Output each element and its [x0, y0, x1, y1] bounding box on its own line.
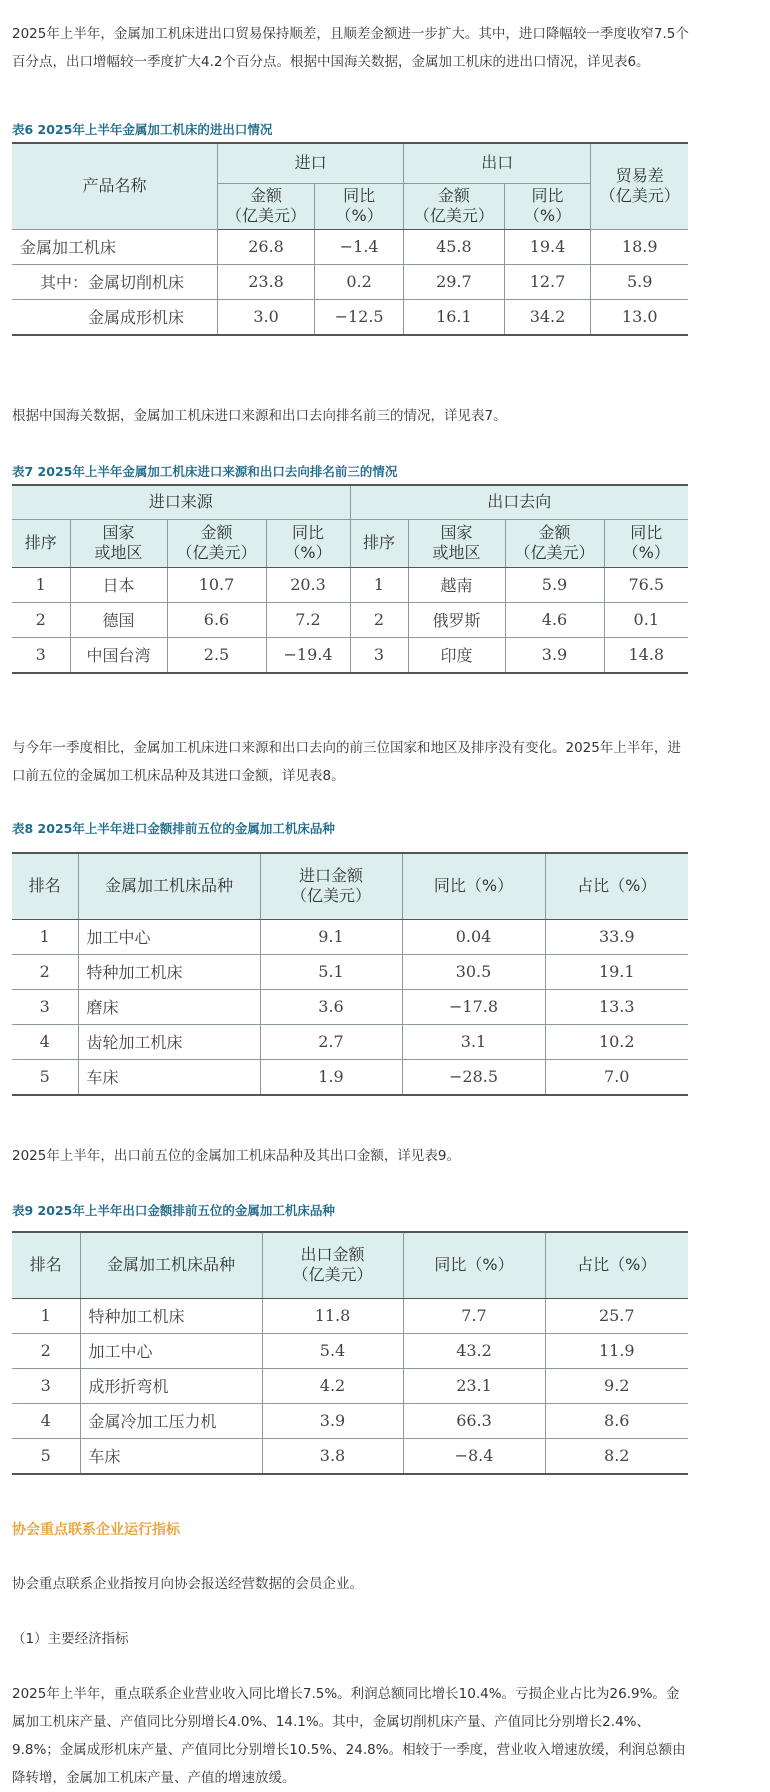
table6-cell-import-yoy: −1.4 [315, 229, 404, 264]
table-row [12, 1059, 688, 1095]
table7-cell-rank: 2 [12, 602, 70, 637]
table9-cell-amount: 3.9 [262, 1403, 403, 1438]
table9-cell-amount: 4.2 [262, 1368, 403, 1403]
table6-header-import-amount: 金额 （亿美元） [218, 183, 315, 229]
table7-cell-amount: 3.9 [505, 637, 604, 673]
table6-cell-export-yoy: 34.2 [504, 299, 591, 335]
table6-cell-name: 金属加工机床 [12, 229, 218, 264]
indicators-paragraph: 2025年上半年，重点联系企业营业收入同比增长7.5%。利润总额同比增长10.4%。亏损企业占比为26.9%。金属加工机床产量、产值同比分别增长4.0%、14.1%。其中，金属切削机床产量、产值同比分别增长2.4%、9.8%；金属成形机床产量、产值同比分别增长10.5%、24.8%。相较于一季度，营业收入增速放缓，利润总额由降转增，金属加工机床产量、产值的增速放缓。 [12, 1686, 686, 1786]
table8-cell-yoy: −17.8 [402, 989, 545, 1024]
table-row [12, 1403, 688, 1438]
table7-cell-yoy: 20.3 [266, 567, 350, 602]
table6-caption: 表6 2025年上半年金属加工机床的进出口情况 [12, 122, 273, 137]
table-row [12, 264, 688, 299]
table6-header-export-amount: 金额 （亿美元） [404, 183, 504, 229]
table6-header-export: 出口 [404, 143, 591, 183]
table7-cell-country: 印度 [408, 637, 505, 673]
table9-caption: 表9 2025年上半年出口金额排前五位的金属加工机床品种 [12, 1203, 335, 1218]
table7-cell-rank: 3 [350, 637, 408, 673]
table7-cell-rank: 1 [350, 567, 408, 602]
table9-cell-yoy: 43.2 [403, 1333, 545, 1368]
table9-cell-yoy: 66.3 [403, 1403, 545, 1438]
table6 [12, 142, 688, 336]
table7-cell-amount: 10.7 [167, 567, 266, 602]
table8-cell-share: 13.3 [545, 989, 688, 1024]
table9-cell-yoy: 7.7 [403, 1298, 545, 1333]
table7-cell-country: 德国 [70, 602, 167, 637]
table7-header-import-source: 进口来源 [12, 485, 350, 519]
table7-cell-rank: 2 [350, 602, 408, 637]
table9-header-type: 金属加工机床品种 [80, 1232, 262, 1298]
table8-cell-amount: 3.6 [260, 989, 402, 1024]
table8-cell-rank: 2 [12, 954, 78, 989]
table8-cell-rank: 3 [12, 989, 78, 1024]
table9-cell-amount: 5.4 [262, 1333, 403, 1368]
table7 [12, 484, 688, 674]
table-row [12, 989, 688, 1024]
table9-header-yoy: 同比（%） [403, 1232, 545, 1298]
table8-cell-amount: 2.7 [260, 1024, 402, 1059]
table7-header-country: 国家 或地区 [70, 519, 167, 567]
table8-cell-type: 磨床 [78, 989, 260, 1024]
table7-cell-yoy: −19.4 [266, 637, 350, 673]
table7-header-amount: 金额 （亿美元） [505, 519, 604, 567]
table9-cell-share: 9.2 [545, 1368, 688, 1403]
table8-cell-rank: 5 [12, 1059, 78, 1095]
table6-cell-trade: 18.9 [591, 229, 688, 264]
table8-cell-share: 10.2 [545, 1024, 688, 1059]
table7-header-amount: 金额 （亿美元） [167, 519, 266, 567]
table9-cell-yoy: 23.1 [403, 1368, 545, 1403]
table-row [12, 637, 688, 673]
table9-cell-amount: 11.8 [262, 1298, 403, 1333]
table8-cell-share: 19.1 [545, 954, 688, 989]
table9-cell-type: 加工中心 [80, 1333, 262, 1368]
table-row [12, 602, 688, 637]
table9-cell-share: 11.9 [545, 1333, 688, 1368]
table7-header-yoy: 同比 （%） [604, 519, 688, 567]
intro-paragraph: 2025年上半年，金属加工机床进出口贸易保持顺差，且顺差金额进一步扩大。其中，进口降幅较一季度收窄7.5个百分点，出口增幅较一季度扩大4.2个百分点。根据中国海关数据，金属加工机床的进出口情况，详见表6。 [12, 26, 689, 70]
table6-cell-export: 45.8 [404, 229, 504, 264]
table8-header-type: 金属加工机床品种 [78, 853, 260, 919]
table9-cell-rank: 1 [12, 1298, 80, 1333]
table8-cell-yoy: 0.04 [402, 919, 545, 954]
table8-header-rank: 排名 [12, 853, 78, 919]
table9-cell-share: 8.6 [545, 1403, 688, 1438]
table-row [12, 1298, 688, 1333]
table6-header-trade-balance: 贸易差 （亿美元） [591, 143, 688, 229]
table7-cell-country: 中国台湾 [70, 637, 167, 673]
table7-intro-paragraph: 根据中国海关数据，金属加工机床进口来源和出口去向排名前三的情况，详见表7。 [12, 408, 507, 424]
table7-cell-country: 日本 [70, 567, 167, 602]
section-title: 协会重点联系企业运行指标 [12, 1522, 180, 1538]
table7-header-export-destination: 出口去向 [350, 485, 688, 519]
table7-cell-rank: 1 [12, 567, 70, 602]
table-row [12, 1368, 688, 1403]
table7-cell-country: 俄罗斯 [408, 602, 505, 637]
table-row [12, 1333, 688, 1368]
table8-cell-amount: 9.1 [260, 919, 402, 954]
table6-cell-trade: 5.9 [591, 264, 688, 299]
table8-cell-rank: 1 [12, 919, 78, 954]
table9 [12, 1231, 688, 1475]
table6-header-import-yoy: 同比 （%） [315, 183, 404, 229]
table8-header-amount: 进口金额 （亿美元） [260, 853, 402, 919]
table8-cell-yoy: 30.5 [402, 954, 545, 989]
table6-cell-export: 16.1 [404, 299, 504, 335]
table8-cell-rank: 4 [12, 1024, 78, 1059]
table7-cell-amount: 4.6 [505, 602, 604, 637]
table6-cell-export-yoy: 19.4 [504, 229, 591, 264]
table7-caption: 表7 2025年上半年金属加工机床进口来源和出口去向排名前三的情况 [12, 464, 398, 479]
table9-intro-paragraph: 2025年上半年，出口前五位的金属加工机床品种及其出口金额，详见表9。 [12, 1148, 460, 1164]
table7-header-rank: 排序 [12, 519, 70, 567]
table7-header-rank: 排序 [350, 519, 408, 567]
table8-cell-yoy: −28.5 [402, 1059, 545, 1095]
table6-header-product: 产品名称 [12, 143, 218, 229]
table6-cell-import-yoy: −12.5 [315, 299, 404, 335]
table6-cell-import: 26.8 [218, 229, 315, 264]
table9-cell-type: 特种加工机床 [80, 1298, 262, 1333]
table9-cell-rank: 5 [12, 1438, 80, 1474]
table9-cell-rank: 4 [12, 1403, 80, 1438]
table-row [12, 229, 688, 264]
member-definition-paragraph: 协会重点联系企业指按月向协会报送经营数据的会员企业。 [12, 1576, 363, 1592]
table8-intro-paragraph: 与今年一季度相比，金属加工机床进口来源和出口去向的前三位国家和地区及排序没有变化。2025年上半年，进口前五位的金属加工机床品种及其进口金额，详见表8。 [12, 740, 681, 784]
table6-cell-import: 23.8 [218, 264, 315, 299]
table9-cell-share: 25.7 [545, 1298, 688, 1333]
table9-cell-amount: 3.8 [262, 1438, 403, 1474]
table6-cell-name: 金属成形机床 [12, 299, 218, 335]
table8-cell-type: 齿轮加工机床 [78, 1024, 260, 1059]
table7-header-country: 国家 或地区 [408, 519, 505, 567]
table9-cell-yoy: −8.4 [403, 1438, 545, 1474]
table8-cell-type: 加工中心 [78, 919, 260, 954]
table7-cell-amount: 5.9 [505, 567, 604, 602]
table9-header-share: 占比（%） [545, 1232, 688, 1298]
table7-cell-amount: 6.6 [167, 602, 266, 637]
table8-cell-yoy: 3.1 [402, 1024, 545, 1059]
table8-cell-type: 车床 [78, 1059, 260, 1095]
table8-header-share: 占比（%） [545, 853, 688, 919]
table7-cell-yoy: 14.8 [604, 637, 688, 673]
table6-cell-export: 29.7 [404, 264, 504, 299]
table9-cell-rank: 3 [12, 1368, 80, 1403]
table-row [12, 919, 688, 954]
table7-cell-yoy: 76.5 [604, 567, 688, 602]
table-row [12, 299, 688, 335]
table8-caption: 表8 2025年上半年进口金额排前五位的金属加工机床品种 [12, 821, 335, 836]
table-row [12, 1438, 688, 1474]
table8-cell-amount: 1.9 [260, 1059, 402, 1095]
table6-header-export-yoy: 同比 （%） [504, 183, 591, 229]
table9-cell-type: 车床 [80, 1438, 262, 1474]
table9-cell-share: 8.2 [545, 1438, 688, 1474]
table9-header-amount: 出口金额 （亿美元） [262, 1232, 403, 1298]
table9-cell-type: 成形折弯机 [80, 1368, 262, 1403]
table8-cell-share: 7.0 [545, 1059, 688, 1095]
table7-header-yoy: 同比 （%） [266, 519, 350, 567]
table6-cell-export-yoy: 12.7 [504, 264, 591, 299]
table8-cell-share: 33.9 [545, 919, 688, 954]
table-row [12, 1024, 688, 1059]
table8-cell-amount: 5.1 [260, 954, 402, 989]
table9-cell-type: 金属冷加工压力机 [80, 1403, 262, 1438]
table6-cell-import-yoy: 0.2 [315, 264, 404, 299]
table8 [12, 852, 688, 1096]
table8-header-yoy: 同比（%） [402, 853, 545, 919]
table9-header-rank: 排名 [12, 1232, 80, 1298]
table7-cell-yoy: 7.2 [266, 602, 350, 637]
table6-cell-import: 3.0 [218, 299, 315, 335]
table-row [12, 954, 688, 989]
table6-header-import: 进口 [218, 143, 404, 183]
table6-cell-name: 其中：金属切削机床 [12, 264, 218, 299]
table7-cell-amount: 2.5 [167, 637, 266, 673]
table7-cell-country: 越南 [408, 567, 505, 602]
subsection-heading: （1）主要经济指标 [12, 1631, 129, 1647]
table7-cell-rank: 3 [12, 637, 70, 673]
table7-cell-yoy: 0.1 [604, 602, 688, 637]
table6-cell-trade: 13.0 [591, 299, 688, 335]
table9-cell-rank: 2 [12, 1333, 80, 1368]
table8-cell-type: 特种加工机床 [78, 954, 260, 989]
table-row [12, 567, 688, 602]
